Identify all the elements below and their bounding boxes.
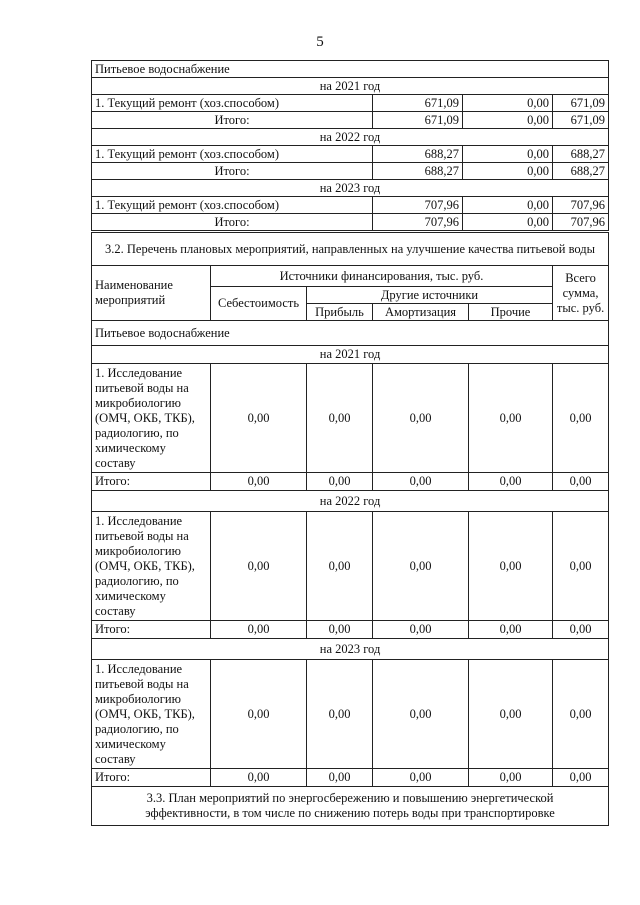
cell-value: 0,00 bbox=[211, 621, 307, 639]
cell-value: 0,00 bbox=[373, 660, 469, 769]
item-name: 1. Текущий ремонт (хоз.способом) bbox=[92, 197, 373, 214]
cell-value: 0,00 bbox=[463, 214, 553, 231]
item-name: 1. Текущий ремонт (хоз.способом) bbox=[92, 95, 373, 112]
water-quality-measures-table bbox=[91, 232, 609, 826]
cell-value: 0,00 bbox=[307, 769, 373, 787]
cell-value: 0,00 bbox=[307, 660, 373, 769]
cell-value: 0,00 bbox=[373, 512, 469, 621]
cell-value: 0,00 bbox=[469, 769, 553, 787]
total-label: Итого: bbox=[92, 163, 373, 180]
current-repair-table bbox=[91, 60, 609, 231]
year-label: на 2021 год bbox=[92, 78, 609, 95]
cell-value: 688,27 bbox=[373, 163, 463, 180]
cell-value: 671,09 bbox=[373, 95, 463, 112]
cell-value: 0,00 bbox=[463, 146, 553, 163]
cell-value: 707,96 bbox=[373, 214, 463, 231]
cell-value: 671,09 bbox=[553, 95, 609, 112]
cell-value: 0,00 bbox=[463, 95, 553, 112]
table-row bbox=[92, 197, 609, 214]
section-3-3-title: 3.3. План мероприятий по энергосбережению и повышению энергетической эффективности, в том числе по снижению потерь воды при транспортировке bbox=[92, 787, 609, 826]
year-label: на 2021 год bbox=[92, 346, 609, 364]
cell-value: 0,00 bbox=[553, 364, 609, 473]
cell-value: 0,00 bbox=[211, 660, 307, 769]
table-row bbox=[92, 364, 609, 473]
cell-value: 688,27 bbox=[553, 146, 609, 163]
cell-value: 0,00 bbox=[373, 364, 469, 473]
cell-value: 688,27 bbox=[553, 163, 609, 180]
page-number: 5 bbox=[316, 34, 324, 50]
table-row bbox=[92, 660, 609, 769]
year-label: на 2022 год bbox=[92, 129, 609, 146]
cell-value: 0,00 bbox=[469, 473, 553, 491]
total-label: Итого: bbox=[92, 473, 211, 491]
cell-value: 0,00 bbox=[373, 769, 469, 787]
header-profit: Прибыль bbox=[307, 304, 373, 321]
cell-value: 0,00 bbox=[211, 512, 307, 621]
total-row bbox=[92, 112, 609, 129]
cell-value: 0,00 bbox=[307, 473, 373, 491]
cell-value: 0,00 bbox=[463, 112, 553, 129]
table-row bbox=[92, 95, 609, 112]
year-label: на 2023 год bbox=[92, 639, 609, 660]
header-sources: Источники финансирования, тыс. руб. bbox=[211, 266, 553, 287]
header-total: Всего сумма, тыс. руб. bbox=[553, 266, 609, 321]
total-label: Итого: bbox=[92, 769, 211, 787]
cell-value: 0,00 bbox=[469, 364, 553, 473]
cell-value: 671,09 bbox=[373, 112, 463, 129]
total-row bbox=[92, 473, 609, 491]
cell-value: 0,00 bbox=[307, 512, 373, 621]
table-row bbox=[92, 146, 609, 163]
cell-value: 0,00 bbox=[211, 473, 307, 491]
cell-value: 0,00 bbox=[553, 473, 609, 491]
header-amortization: Амортизация bbox=[373, 304, 469, 321]
cell-value: 707,96 bbox=[553, 197, 609, 214]
item-name: 1. Исследование питьевой воды на микробиологию (ОМЧ, ОКБ, ТКБ), радиологию, по химическому составу bbox=[92, 364, 211, 473]
total-row bbox=[92, 769, 609, 787]
cell-value: 0,00 bbox=[211, 769, 307, 787]
year-label: на 2022 год bbox=[92, 491, 609, 512]
cell-value: 0,00 bbox=[373, 473, 469, 491]
cell-value: 688,27 bbox=[373, 146, 463, 163]
cell-value: 0,00 bbox=[307, 621, 373, 639]
table-title: 3.2. Перечень плановых мероприятий, направленных на улучшение качества питьевой воды bbox=[92, 233, 609, 266]
cell-value: 0,00 bbox=[553, 512, 609, 621]
cell-value: 0,00 bbox=[553, 660, 609, 769]
header-other: Другие источники bbox=[307, 287, 553, 304]
total-row bbox=[92, 214, 609, 231]
cell-value: 0,00 bbox=[469, 621, 553, 639]
year-label: на 2023 год bbox=[92, 180, 609, 197]
total-label: Итого: bbox=[92, 621, 211, 639]
cell-value: 671,09 bbox=[553, 112, 609, 129]
header-misc: Прочие bbox=[469, 304, 553, 321]
table-row bbox=[92, 512, 609, 621]
cell-value: 0,00 bbox=[463, 197, 553, 214]
cell-value: 707,96 bbox=[373, 197, 463, 214]
cell-value: 0,00 bbox=[469, 512, 553, 621]
total-label: Итого: bbox=[92, 214, 373, 231]
total-row bbox=[92, 163, 609, 180]
item-name: 1. Исследование питьевой воды на микробиологию (ОМЧ, ОКБ, ТКБ), радиологию, по химическому составу bbox=[92, 660, 211, 769]
section-title: Питьевое водоснабжение bbox=[92, 61, 609, 78]
total-row bbox=[92, 621, 609, 639]
cell-value: 0,00 bbox=[211, 364, 307, 473]
cell-value: 0,00 bbox=[307, 364, 373, 473]
cell-value: 0,00 bbox=[373, 621, 469, 639]
cell-value: 707,96 bbox=[553, 214, 609, 231]
item-name: 1. Текущий ремонт (хоз.способом) bbox=[92, 146, 373, 163]
cell-value: 0,00 bbox=[553, 621, 609, 639]
header-name: Наименование мероприятий bbox=[92, 266, 211, 321]
cell-value: 0,00 bbox=[463, 163, 553, 180]
header-cost: Себестоимость bbox=[211, 287, 307, 321]
cell-value: 0,00 bbox=[553, 769, 609, 787]
section-title: Питьевое водоснабжение bbox=[92, 321, 609, 346]
cell-value: 0,00 bbox=[469, 660, 553, 769]
item-name: 1. Исследование питьевой воды на микробиологию (ОМЧ, ОКБ, ТКБ), радиологию, по химическому составу bbox=[92, 512, 211, 621]
total-label: Итого: bbox=[92, 112, 373, 129]
